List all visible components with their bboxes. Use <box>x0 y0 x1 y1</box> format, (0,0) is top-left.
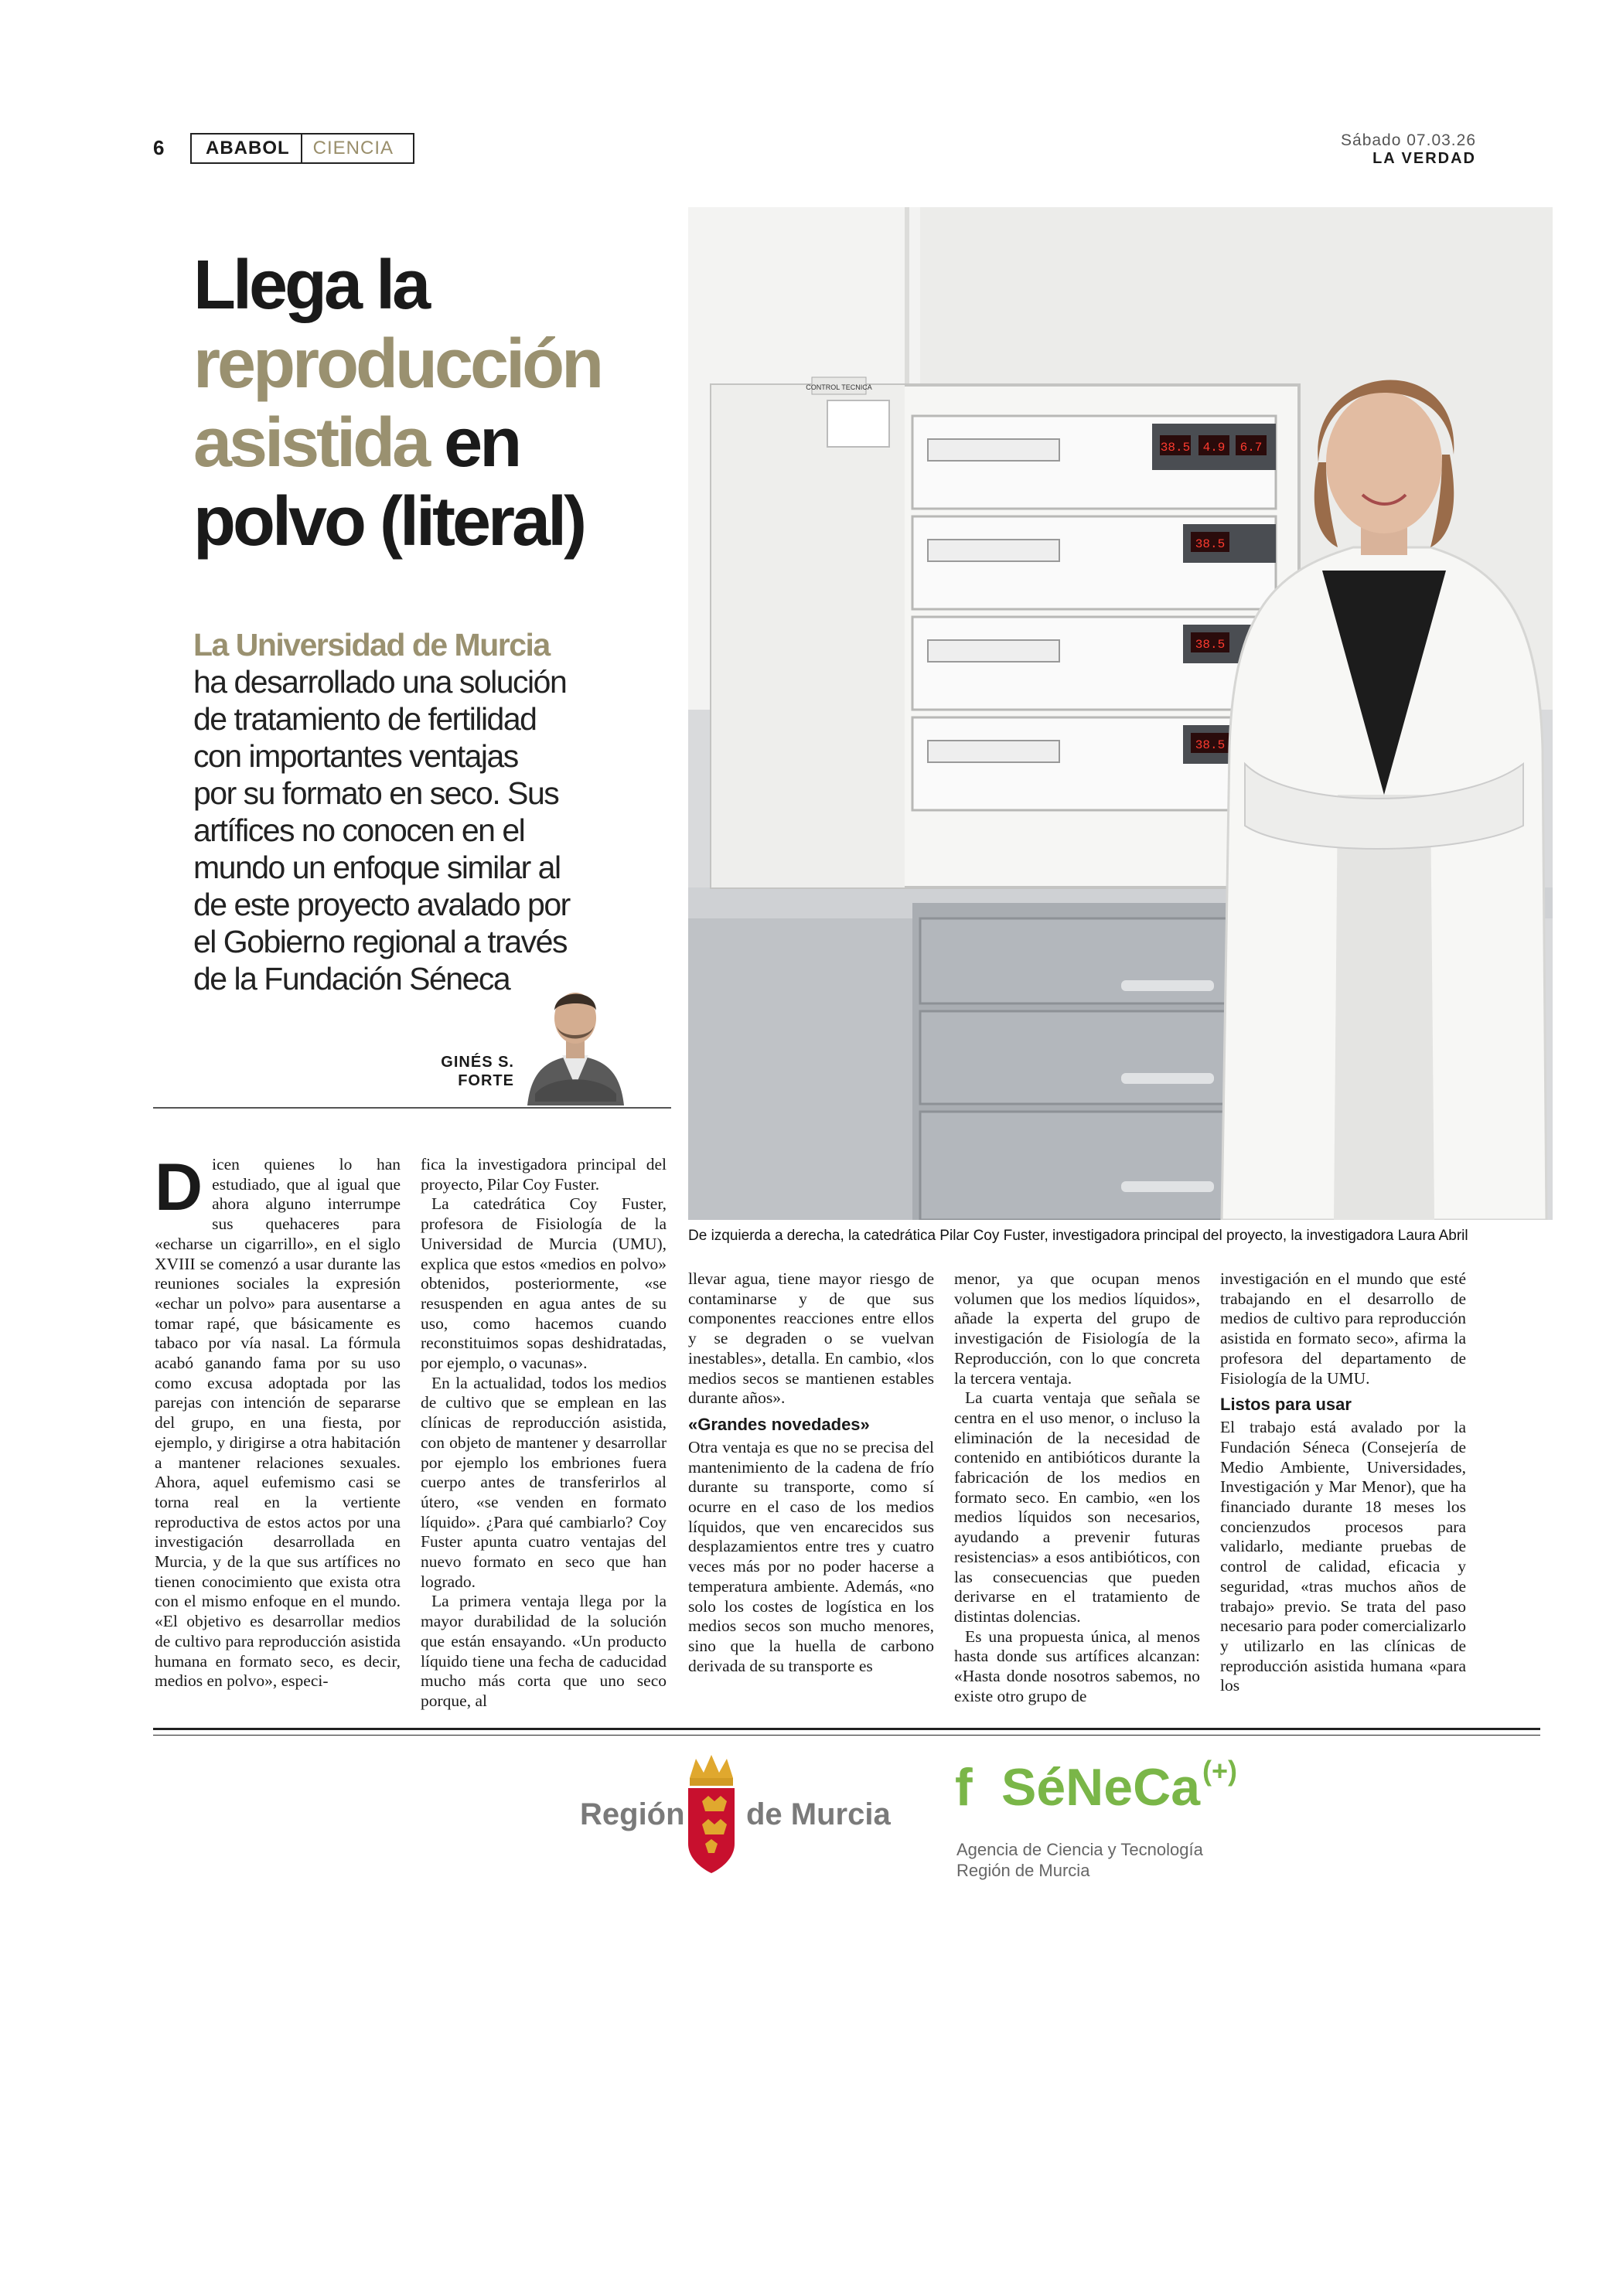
display-reading: 38.5 <box>1195 738 1226 752</box>
body-column-5 <box>1220 1269 1466 1696</box>
display-reading: 38.5 <box>1160 441 1191 455</box>
region-logo-text-left: Región <box>580 1797 685 1831</box>
body-paragraph: La cuarta ventaja que señala se centra en el uso menor, o incluso la eliminación de la necesidad de contenido en antibióticos durante la fabricación de los medios en formato seco. En cambio, «en los medios líquidos son necesarios, ayudando a prevenir futuras resistencias» a esos antibióticos, con las consecuencias que pueden derivarse en el tratamiento de distintas dolencias. <box>954 1388 1200 1626</box>
body-paragraph: La catedrática Coy Fuster, profesora de Fisiología de la Universidad de Murcia (UMU), explica que estos «medios en polvo» obtenidos, posteriormente, «se resuspenden en agua antes de su uso, como hacemos cuando reconstituimos sopas deshidratadas, por ejemplo, o vacunas». <box>421 1194 667 1373</box>
region-logo-text-right: de Murcia <box>746 1797 891 1831</box>
author-last-name: FORTE <box>458 1072 514 1089</box>
device-label: CONTROL TECNICA <box>806 383 872 391</box>
seneca-name: SéNeCa <box>1001 1758 1201 1817</box>
headline-line: polvo (literal) <box>193 483 585 560</box>
body-paragraph: menor, ya que ocupan menos volumen que los medios líquidos», añade la experta del grupo de investigación de Fisiología de la Reproducción, con lo que concreta la tercera ventaja. <box>954 1269 1200 1388</box>
body-column-1 <box>155 1150 401 1691</box>
section-label <box>190 133 414 164</box>
standfirst-line: artífices no conocen en el <box>193 812 525 848</box>
display-reading: 4.9 <box>1202 441 1226 455</box>
standfirst-line: ha desarrollado una solución <box>193 664 567 700</box>
body-paragraph: En la actualidad, todos los medios de cultivo que se emplean en las clínicas de reproducción asistida, con objeto de mantener y desarrollar por ejemplo los embriones fuera cuerpo antes de transferirlos al útero, «se venden en formato líquido». ¿Para qué cambiarlo? Coy Fuster apunta cuatro ventajas del nuevo formato en seco que han logrado. <box>421 1373 667 1591</box>
section-name: ABABOL <box>192 135 302 162</box>
body-column-4 <box>954 1269 1200 1706</box>
display-reading: 6.7 <box>1239 441 1263 455</box>
divider <box>153 1107 671 1109</box>
author-photo <box>520 978 632 1105</box>
body-paragraph: Otra ventaja es que no se precisa del mantenimiento de la cadena de frío durante su transporte, como sí ocurre en el caso de los medios líquidos, que ven encarecidos sus desplazamientos entre tres y cuatro veces más por no poder hacerse a temperatura ambiente. Además, «no solo los costes de logística en los medios secos son mucho menores, sino que la huella de carbono derivada de su transporte es <box>688 1437 934 1675</box>
standfirst-lead: La Universidad de Murcia <box>193 627 550 663</box>
region-de-murcia-logo <box>580 1743 905 1882</box>
seneca-f-mark: f <box>955 1758 973 1817</box>
subheading: Listos para usar <box>1220 1395 1352 1415</box>
drop-cap: D <box>155 1150 203 1225</box>
standfirst-line: de la Fundación Séneca <box>193 961 510 996</box>
photo-caption: De izquierda a derecha, la catedrática Pilar Coy Fuster, investigadora principal del proyecto, la investigadora Laura Abril <box>688 1228 1468 1244</box>
standfirst-line: de tratamiento de fertilidad <box>193 701 537 737</box>
body-paragraph: investigación en el mundo que esté trabajando en el desarrollo de medios de cultivo para reproducción asistida en formato seco», afirma la profesora del departamento de Fisiología de la UMU. <box>1220 1269 1466 1388</box>
standfirst-line: con importantes ventajas <box>193 738 518 774</box>
seneca-subtitle-line: Agencia de Ciencia y Tecnología <box>956 1840 1203 1859</box>
subheading: «Grandes novedades» <box>688 1414 870 1434</box>
subsection-name: CIENCIA <box>312 138 394 158</box>
body-paragraph: El trabajo está avalado por la Fundación Séneca (Consejería de Medio Ambiente, Universidades, Investigación y Mar Menor), que ha financiado durante 18 meses los concienzudos procesos para validarlo, mediante pruebas de control de calidad, eficacia y seguridad, «tras muchos años de trabajo» previo. Se trata del paso necesario para poder comercializarlo y utilizarlo en las clínicas de reproducción asistida humana «para los <box>1220 1418 1466 1695</box>
headline-rest: en <box>428 404 520 482</box>
headline-accent: asistida <box>193 404 428 482</box>
issue-date: Sábado 07.03.26 <box>1341 131 1476 149</box>
body-paragraph: La primera ventaja llega por la mayor durabilidad de la solución que están ensayando. «Un producto líquido tiene una fecha de caducidad mucho más corta que uno seco porque, al <box>421 1592 667 1710</box>
body-paragraph: Es una propuesta única, al menos hasta donde sus artífices alcanzan: «Hasta donde nosotros sabemos, no existe otro grupo de <box>954 1627 1200 1705</box>
author-first-name: GINÉS S. <box>441 1054 514 1071</box>
headline-line: reproducción <box>193 325 602 403</box>
body-paragraph: llevar agua, tiene mayor riesgo de contaminarse y de que sus componentes reacciones entre ellos y se degraden o se vuelvan inestables», detalla. En cambio, «los medios secos se mantienen estables durante años». <box>688 1269 934 1408</box>
bottom-divider <box>153 1728 1540 1736</box>
lab-photo-illustration <box>688 207 1553 1220</box>
display-reading: 38.5 <box>1195 638 1226 652</box>
seneca-plus: (+) <box>1202 1755 1237 1787</box>
body-paragraph: fica la investigadora principal del proyecto, Pilar Coy Fuster. <box>421 1155 667 1194</box>
display-reading: 38.5 <box>1195 537 1226 551</box>
seneca-logo <box>955 1751 1342 1882</box>
body-column-2 <box>421 1155 667 1712</box>
body-paragraph <box>155 1150 401 1691</box>
page-number: 6 <box>153 136 165 159</box>
body-column-3 <box>688 1269 934 1676</box>
standfirst-line: por su formato en seco. Sus <box>193 775 559 811</box>
standfirst-line: mundo un enfoque similar al <box>193 850 561 885</box>
headline <box>193 246 673 561</box>
headline-line: Llega la <box>193 247 428 324</box>
newspaper-name: LA VERDAD <box>1372 150 1476 167</box>
seneca-subtitle-line: Región de Murcia <box>956 1861 1090 1880</box>
article-photo <box>688 207 1553 1220</box>
headline-line <box>193 404 673 482</box>
standfirst <box>193 626 580 997</box>
standfirst-line: el Gobierno regional a través <box>193 924 567 959</box>
author-byline <box>429 1053 514 1090</box>
standfirst-line: de este proyecto avalado por <box>193 887 570 922</box>
paragraph-text: icen quienes lo han estudiado, que al igual que ahora alguno interrumpe sus quehaceres para «echarse un cigarrillo», en el siglo XVIII se comenzó a usar durante las reuniones sociales la expresión «echar un polvo» para ausentarse a tomar rapé, que básicamente es tabaco por vía nasal. La fórmula acabó ganando fama por su uso como excusa adoptada por las parejas con intención de separarse del grupo, en una fiesta, por ejemplo, y dirigirse a otra habitación a mantener relaciones sexuales. Ahora, aquel eufemismo casi se torna real en la vertiente reproductiva de estos actos por una investigación desarrollada en Murcia, y de la que sus artífices no tienen conocimiento que exista otra con el mismo enfoque en el mundo. «El objetivo es desarrollar medios de cultivo para reproducción asistida humana en formato seco, es decir, medios en polvo», especi- <box>155 1155 401 1691</box>
